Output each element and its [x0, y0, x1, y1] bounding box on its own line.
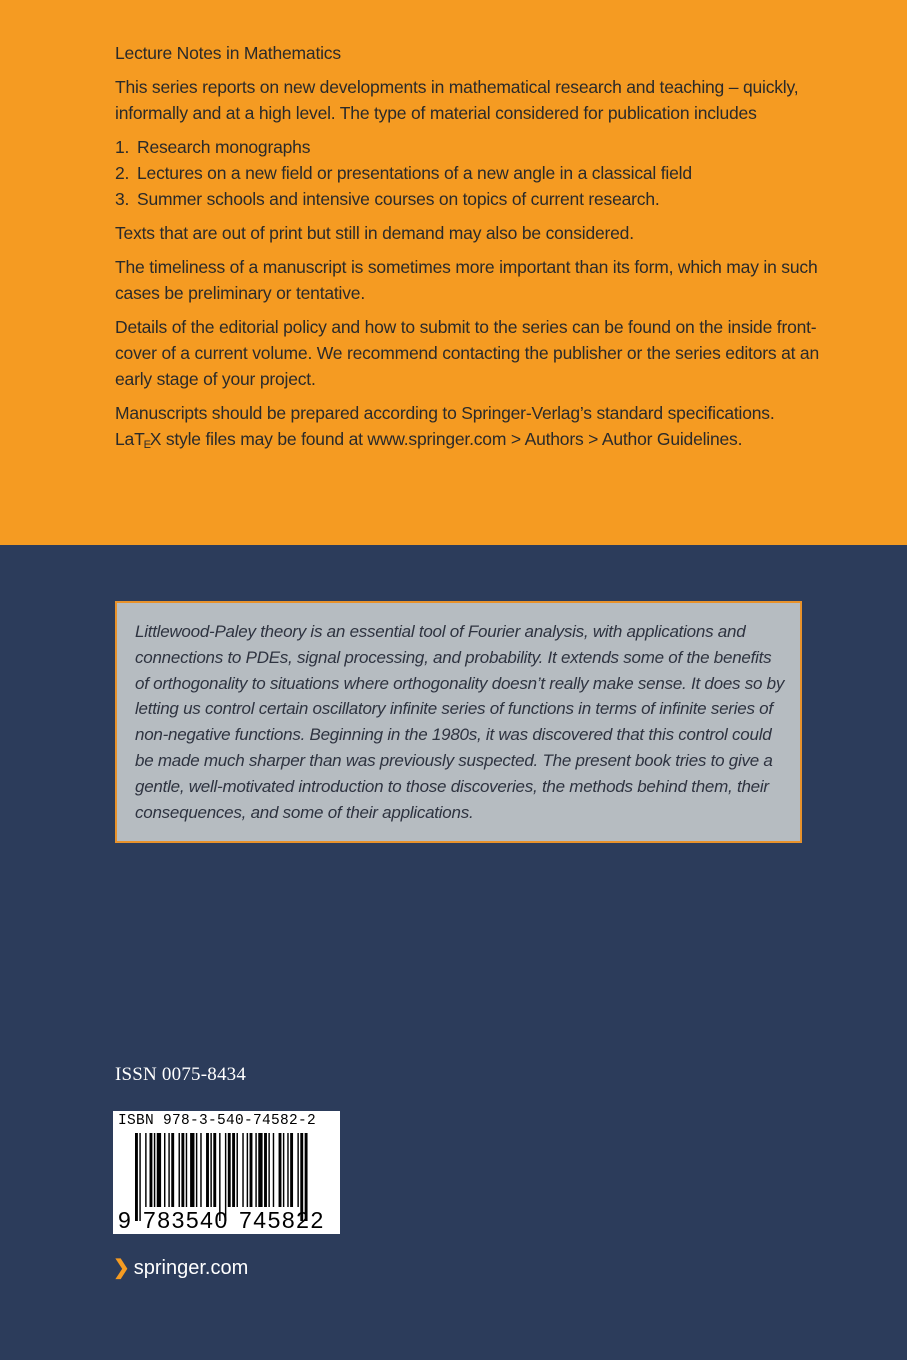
barcode-bar [237, 1133, 238, 1207]
manuscript-guidelines [115, 400, 855, 458]
abstract-text: Littlewood-Paley theory is an essential tool of Fourier analysis, with applications and connections to PDEs, signal processing, and probability. It extends some of the benefits of orthogonality to situations where orthogonality doesn’t really make sense. It does so by letting us control certain oscillatory infinite series of functions in terms of infinite series of non-negative functions. Beginning in the 1980s, it was discovered that this control could be made much sharper than was previously suspected. The present book tries to give a gentle, well-motivated introduction to those discoveries, the methods behind them, their consequences, and some of their applications. [135, 622, 785, 822]
barcode-right-digits: 745822 [239, 1207, 325, 1233]
list-number: 1. [115, 137, 130, 157]
list-number: 3. [115, 189, 130, 209]
barcode-bar [255, 1133, 256, 1207]
series-description [115, 40, 855, 458]
barcode-bar [196, 1133, 197, 1207]
issn-label: ISSN 0075-8434 [115, 1064, 247, 1085]
timeliness-note: The timeliness of a manuscript is sometimes more important than its form, which may in such cases be preliminary or tentative. [115, 257, 818, 303]
series-intro: This series reports on new developments in mathematical research and teaching – quickly, informally and at a high level. The type of material considered for publication includes [115, 77, 799, 123]
barcode-bar [210, 1133, 211, 1207]
latex-prefix: LaT [115, 429, 145, 449]
barcode-bar [250, 1133, 253, 1207]
barcode-bar [150, 1133, 153, 1207]
series-title: Lecture Notes in Mathematics [115, 43, 341, 63]
barcode-bar [154, 1133, 155, 1207]
list-number: 2. [115, 163, 130, 183]
publisher-link[interactable] [113, 1255, 248, 1280]
out-of-print-note: Texts that are out of print but still in demand may also be considered. [115, 223, 634, 243]
barcode-left-digits: 783540 [143, 1207, 229, 1233]
list-item [115, 134, 855, 160]
barcode-bar [279, 1133, 282, 1207]
barcode-bar [168, 1133, 169, 1207]
latex-style-text: X style files may be found at www.springer.com > Authors > Author Guidelines. [149, 429, 743, 449]
barcode-bar [264, 1133, 267, 1207]
barcode-bar [179, 1133, 180, 1207]
list-item [115, 186, 855, 212]
chevron-right-icon: ❯ [113, 1257, 130, 1279]
barcode-bar [171, 1133, 174, 1207]
list-item [115, 160, 855, 186]
barcode-bar [145, 1133, 146, 1207]
editorial-details: Details of the editorial policy and how to submit to the series can be found on the inside front-cover of a current volume. We recommend contacting the publisher or the series editors at an early stage of your project. [115, 317, 819, 389]
series-panel [0, 0, 907, 545]
barcode-bar [273, 1133, 274, 1207]
barcode-bar [164, 1133, 165, 1207]
list-text: Summer schools and intensive courses on topics of current research. [137, 189, 660, 209]
abstract-box [115, 601, 802, 843]
latex-sub: E [143, 439, 151, 451]
barcode-bar [206, 1133, 209, 1207]
barcode-bar [297, 1133, 298, 1207]
barcode-bar [258, 1133, 262, 1207]
barcode-bar [268, 1133, 269, 1207]
barcode-bar [181, 1133, 184, 1207]
isbn-text: ISBN 978-3-540-74582-2 [118, 1113, 317, 1129]
list-text: Lectures on a new field or presentations of a new angle in a classical field [137, 163, 692, 183]
barcode-bar [186, 1133, 187, 1207]
barcode-bar [135, 1133, 138, 1221]
list-text: Research monographs [137, 137, 311, 157]
isbn-barcode [113, 1111, 340, 1234]
barcode-bar [283, 1133, 284, 1207]
barcode-bar [247, 1133, 248, 1207]
barcode-bar [157, 1133, 161, 1207]
barcode-bar [190, 1133, 194, 1207]
material-list [115, 134, 855, 212]
barcode-bar [228, 1133, 231, 1207]
barcode-lead-digit: 9 [118, 1207, 131, 1233]
barcode-bar [242, 1133, 243, 1207]
barcode-bar [213, 1133, 216, 1207]
manuscript-text: Manuscripts should be prepared according to Springer-Verlag’s standard specifications. [115, 403, 775, 423]
barcode-bar [287, 1133, 288, 1207]
barcode-bar [290, 1133, 293, 1207]
barcode-bar [139, 1133, 140, 1221]
barcode-bar [232, 1133, 235, 1207]
barcode-bar [200, 1133, 201, 1207]
publisher-site: springer.com [133, 1257, 249, 1279]
